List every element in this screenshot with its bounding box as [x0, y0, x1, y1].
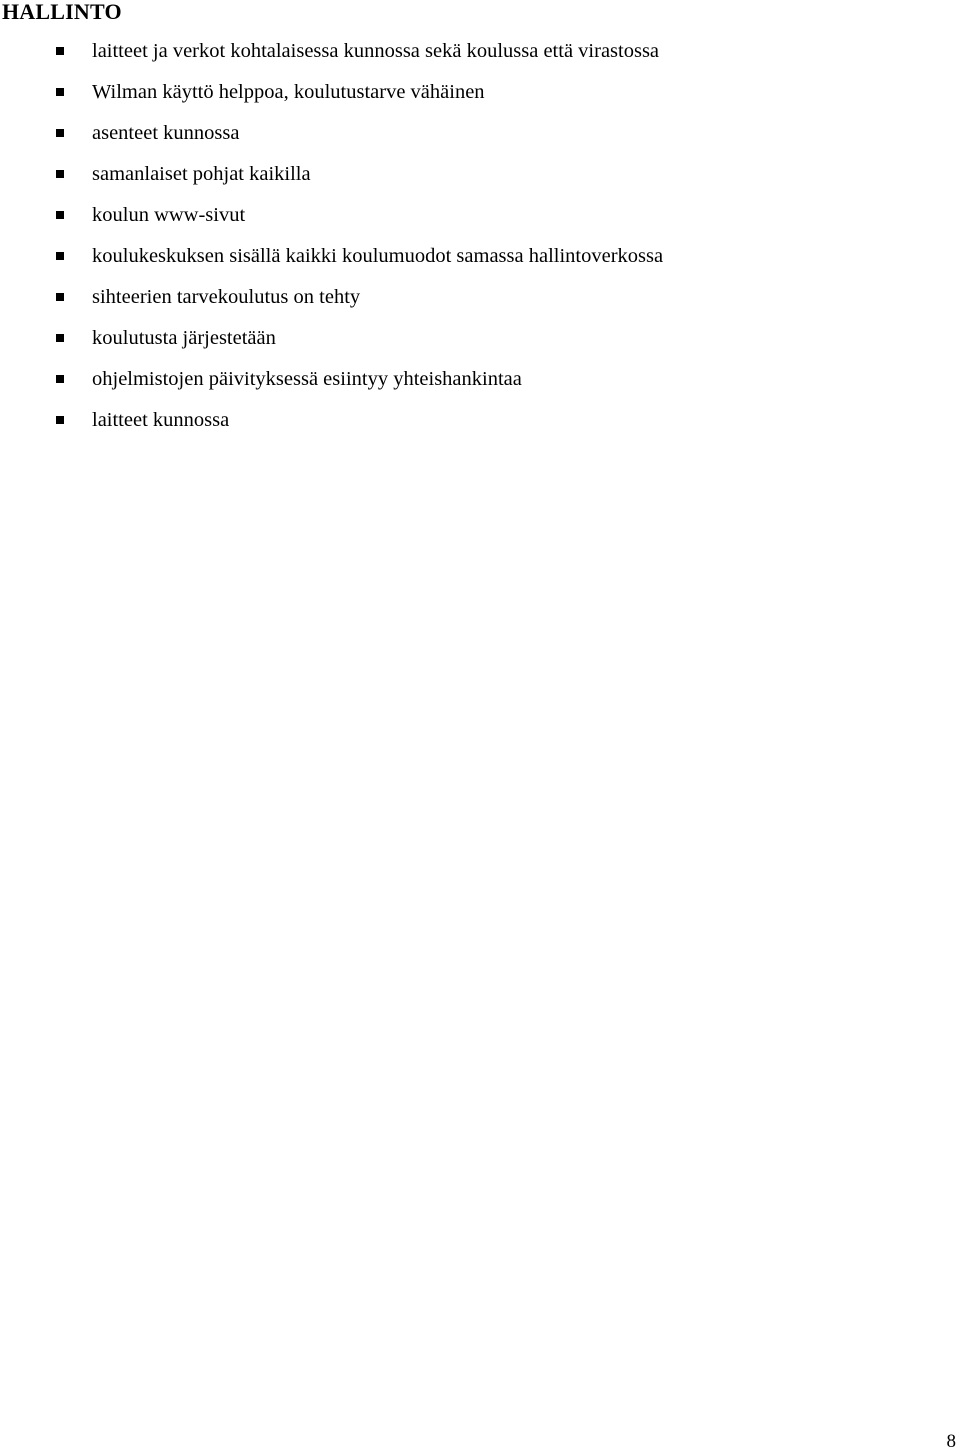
- list-item: [0, 277, 960, 318]
- square-bullet-icon: [56, 211, 64, 219]
- square-bullet-icon: [56, 170, 64, 178]
- list-item-text: Wilman käyttö helppoa, koulutustarve vähäinen: [92, 81, 485, 103]
- list-item-text: koulun www-sivut: [92, 204, 246, 226]
- page-number: 8: [946, 1431, 956, 1452]
- square-bullet-icon: [56, 293, 64, 301]
- list-item-text: laitteet ja verkot kohtalaisessa kunnossa sekä koulussa että virastossa: [92, 40, 660, 62]
- square-bullet-icon: [56, 252, 64, 260]
- list-item-text: laitteet kunnossa: [92, 409, 230, 431]
- list-item: [0, 318, 960, 359]
- list-item-text: ohjelmistojen päivityksessä esiintyy yhteishankintaa: [92, 368, 522, 390]
- list-item: [0, 72, 960, 113]
- square-bullet-icon: [56, 375, 64, 383]
- list-item-text: koulutusta järjestetään: [92, 327, 276, 349]
- section-heading: HALLINTO: [2, 0, 122, 24]
- square-bullet-icon: [56, 334, 64, 342]
- list-item-text: koulukeskuksen sisällä kaikki koulumuodot samassa hallintoverkossa: [92, 245, 664, 267]
- list-item: [0, 400, 960, 441]
- list-item-text: samanlaiset pohjat kaikilla: [92, 163, 311, 185]
- list-item: [0, 359, 960, 400]
- square-bullet-icon: [56, 88, 64, 96]
- list-item: [0, 31, 960, 72]
- square-bullet-icon: [56, 416, 64, 424]
- list-item-text: sihteerien tarvekoulutus on tehty: [92, 286, 361, 308]
- square-bullet-icon: [56, 47, 64, 55]
- list-item: [0, 154, 960, 195]
- list-item: [0, 195, 960, 236]
- bullet-list: [0, 31, 960, 441]
- list-item: [0, 236, 960, 277]
- square-bullet-icon: [56, 129, 64, 137]
- list-item: [0, 113, 960, 154]
- list-item-text: asenteet kunnossa: [92, 122, 240, 144]
